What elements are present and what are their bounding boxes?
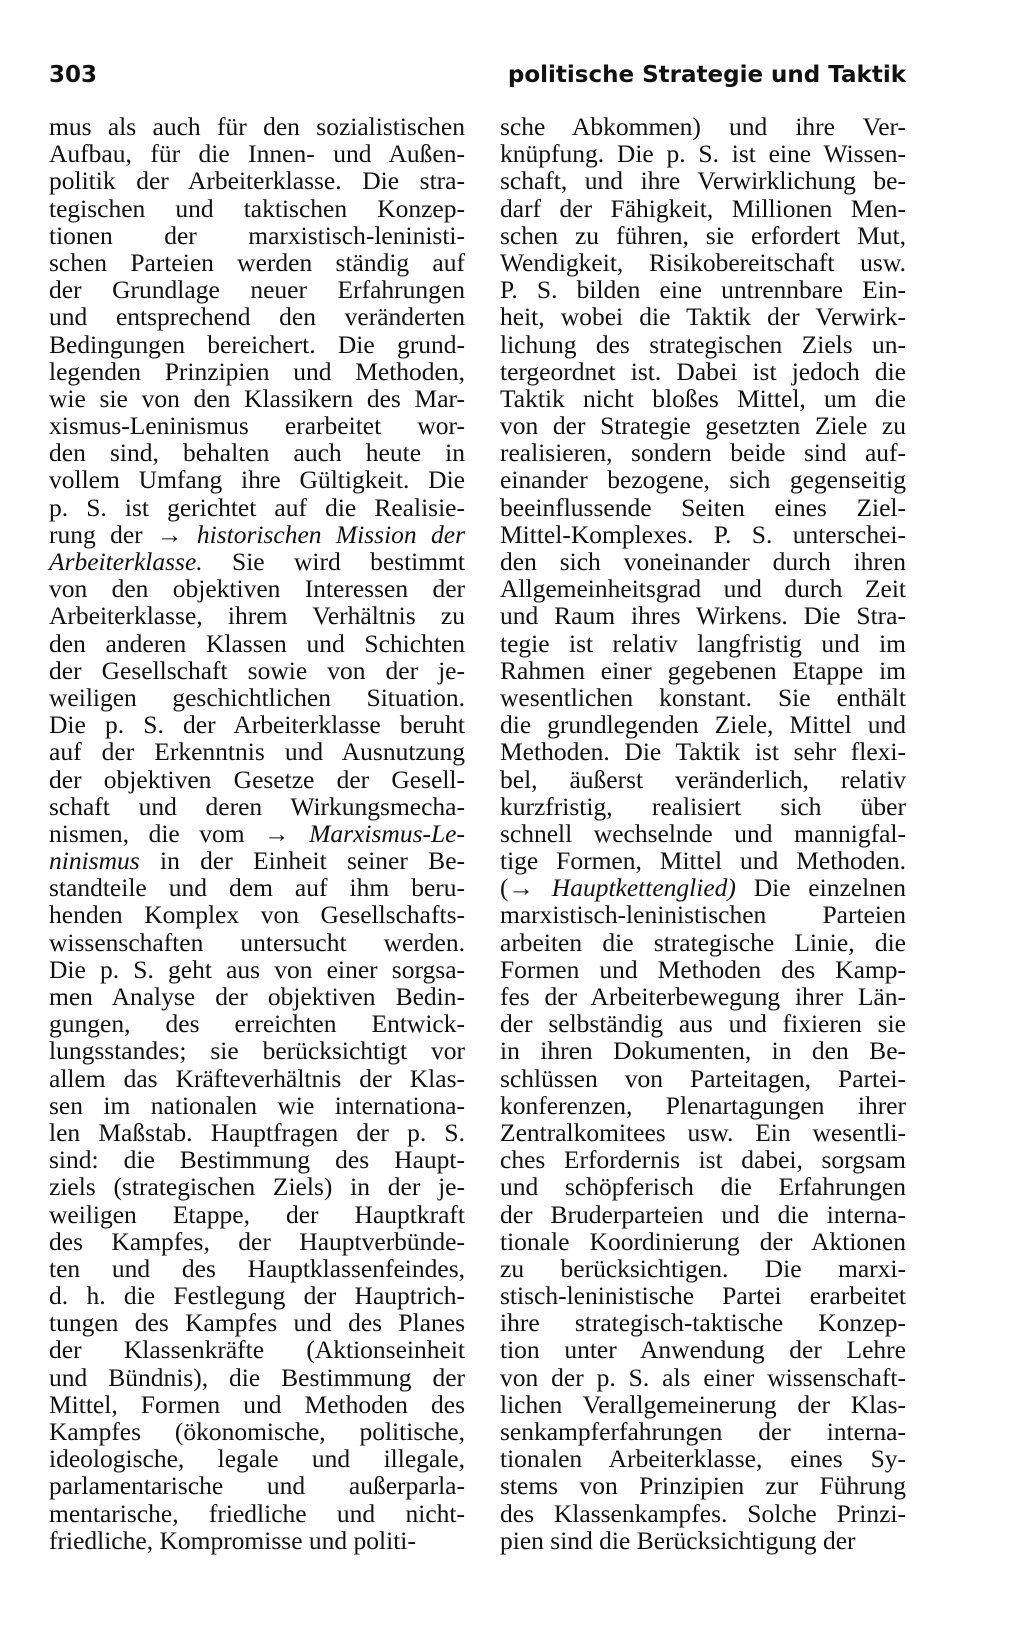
text-line — [49, 466, 465, 493]
text-run: mus als auch für den sozialistischen — [49, 112, 465, 141]
text-run: und Raum ihres Wirkens. Die Stra- — [500, 601, 906, 631]
text-line — [49, 874, 465, 901]
text-line — [500, 1418, 906, 1445]
text-line — [49, 222, 465, 249]
text-line — [49, 711, 465, 738]
text-run: ihre strategisch-taktische Konzep- — [500, 1308, 906, 1338]
text-run: schaft und deren Wirkungsmecha- — [49, 791, 465, 821]
text-line — [49, 901, 465, 928]
text-line — [500, 494, 906, 521]
text-line — [49, 113, 465, 140]
text-run: Die einzelnen — [735, 873, 906, 903]
text-run: (→ — [500, 873, 552, 903]
page-number: 303 — [49, 62, 98, 88]
text-run: den sind, behalten auch heute in — [49, 438, 465, 468]
cross-reference-term: Marxismus-Le- — [309, 818, 465, 848]
text-line — [500, 466, 906, 493]
text-line — [500, 303, 906, 330]
text-run: und entsprechend den veränderten — [49, 302, 465, 332]
text-run: weiligen geschichtlichen Situation. — [49, 682, 465, 712]
text-run: der objektiven Gesetze der Gesell- — [49, 764, 465, 794]
text-run: Mittel-Komplexes. P. S. unterschei- — [500, 519, 906, 549]
text-line — [49, 1445, 465, 1472]
text-run: ideologische, legale und illegale, — [49, 1444, 465, 1474]
text-line — [49, 602, 465, 629]
cross-reference-term: ninismus — [49, 846, 140, 876]
text-line — [49, 1527, 465, 1554]
text-line — [49, 1364, 465, 1391]
running-title: politische Strategie und Taktik — [507, 62, 906, 88]
text-run: ches Erfordernis ist dabei, sorgsam — [500, 1145, 906, 1175]
text-run: realisieren, sondern beide sind auf- — [500, 438, 906, 468]
text-line — [500, 1037, 906, 1064]
text-run: von der p. S. als einer wissenschaft- — [500, 1362, 906, 1392]
text-run: einander bezogene, sich gegenseitig — [500, 465, 906, 495]
text-line — [49, 1119, 465, 1146]
text-run: vollem Umfang ihre Gültigkeit. Die — [49, 465, 465, 495]
text-run: der selbständig aus und fixieren sie — [500, 1009, 906, 1039]
text-line — [49, 983, 465, 1010]
text-run: ten und des Hauptklassenfeindes, — [49, 1253, 465, 1283]
text-run: ziels (strategischen Ziels) in der je- — [49, 1172, 465, 1202]
left-text-column — [49, 113, 465, 1554]
text-run: Sie wird bestimmt — [202, 547, 465, 576]
text-line — [500, 602, 906, 629]
text-line — [500, 874, 906, 901]
text-line — [49, 1037, 465, 1064]
text-line — [500, 1228, 906, 1255]
text-line — [500, 1309, 906, 1336]
text-run: tegie ist relativ langfristig und im — [500, 628, 906, 658]
text-run: und schöpferisch die Erfahrungen — [500, 1172, 906, 1202]
text-line — [49, 793, 465, 820]
cross-reference-term: Arbeiterklasse. — [49, 547, 203, 576]
text-line — [500, 1010, 906, 1037]
text-run: der Klassenkräfte (Aktionseinheit — [49, 1335, 465, 1365]
text-line — [49, 303, 465, 330]
text-run: Bedingungen bereichert. Die grund- — [49, 329, 465, 359]
text-line — [49, 1472, 465, 1499]
text-line — [500, 249, 906, 276]
text-run: den anderen Klassen und Schichten — [49, 628, 465, 658]
text-line — [500, 140, 906, 167]
text-line — [49, 195, 465, 222]
text-line — [500, 1255, 906, 1282]
text-line — [49, 738, 465, 765]
text-run: sen im nationalen wie internationa- — [49, 1090, 465, 1120]
text-line — [49, 385, 465, 412]
text-run: der Gesellschaft sowie von der je- — [49, 655, 465, 685]
text-run: pien sind die Berücksichtigung der — [500, 1525, 856, 1555]
text-line — [500, 956, 906, 983]
text-line — [49, 847, 465, 874]
text-line — [500, 358, 906, 385]
text-run: Arbeiterklasse, ihrem Verhältnis zu — [49, 601, 465, 631]
text-run: tionale Koordinierung der Aktionen — [500, 1226, 906, 1256]
text-run: standteile und dem auf ihm beru- — [49, 873, 465, 903]
text-line — [49, 331, 465, 358]
text-line — [49, 630, 465, 657]
text-run: knüpfung. Die p. S. ist eine Wissen- — [500, 139, 906, 169]
running-head — [49, 62, 906, 92]
text-line — [500, 222, 906, 249]
text-line — [500, 412, 906, 439]
text-line — [49, 276, 465, 303]
text-line — [49, 249, 465, 276]
text-line — [500, 1065, 906, 1092]
text-line — [500, 113, 906, 140]
text-run: der Bruderparteien und die interna- — [500, 1199, 906, 1229]
text-line — [500, 630, 906, 657]
text-line — [500, 793, 906, 820]
text-run: heit, wobei die Taktik der Verwirk- — [500, 302, 906, 332]
text-line — [500, 1173, 906, 1200]
text-line — [49, 1201, 465, 1228]
text-line — [49, 929, 465, 956]
text-line — [500, 1092, 906, 1119]
text-run: sind: die Bestimmung des Haupt- — [49, 1145, 465, 1175]
text-run: Methoden. Die Taktik ist sehr flexi- — [500, 737, 906, 767]
text-line — [500, 1472, 906, 1499]
text-run: Die p. S. der Arbeiterklasse beruht — [49, 710, 465, 740]
text-line — [500, 820, 906, 847]
text-line — [49, 167, 465, 194]
text-run: marxistisch-leninistischen Parteien — [500, 900, 906, 930]
text-run: p. S. ist gerichtet auf die Realisie- — [49, 492, 465, 522]
text-run: tige Formen, Mittel und Methoden. — [500, 846, 906, 876]
text-line — [49, 956, 465, 983]
text-run: schen zu führen, sie erfordert Mut, — [500, 220, 906, 250]
text-line — [500, 167, 906, 194]
text-run: xismus-Leninismus erarbeitet wor- — [49, 411, 465, 441]
text-line — [49, 494, 465, 521]
text-line — [49, 657, 465, 684]
text-run: Kampfes (ökonomische, politische, — [49, 1417, 465, 1446]
text-run: henden Komplex von Gesellschafts- — [49, 900, 465, 930]
text-line — [500, 1391, 906, 1418]
text-line — [49, 766, 465, 793]
text-run: tungen des Kampfes und des Planes — [49, 1308, 465, 1338]
text-line — [49, 1336, 465, 1363]
text-run: Rahmen einer gegebenen Etappe im — [500, 655, 906, 685]
text-line — [500, 711, 906, 738]
text-run: tergeordnet ist. Dabei ist jedoch die — [500, 356, 906, 386]
text-run: len Maßstab. Hauptfragen der p. S. — [49, 1117, 465, 1147]
text-line — [49, 1500, 465, 1527]
text-run: den sich voneinander durch ihren — [500, 547, 906, 576]
text-line — [49, 1282, 465, 1309]
text-run: wie sie von den Klassikern des Mar- — [49, 383, 465, 413]
text-line — [500, 684, 906, 711]
text-run: legenden Prinzipien und Methoden, — [49, 356, 465, 386]
text-run: tegischen und taktischen Konzep- — [49, 193, 465, 223]
text-run: lichung des strategischen Ziels un- — [500, 329, 906, 359]
text-run: der Grundlage neuer Erfahrungen — [49, 275, 465, 305]
text-line — [49, 1092, 465, 1119]
text-run: die grundlegenden Ziele, Mittel und — [500, 710, 906, 740]
text-line — [500, 331, 906, 358]
text-line — [500, 766, 906, 793]
text-run: Aufbau, für die Innen- und Außen- — [49, 139, 465, 169]
right-text-column — [500, 113, 906, 1554]
text-line — [49, 1228, 465, 1255]
text-line — [49, 1173, 465, 1200]
text-run: tionen der marxistisch-leninisti- — [49, 220, 465, 250]
text-run: von der Strategie gesetzten Ziele zu — [500, 411, 906, 441]
text-run: lungsstandes; sie berücksichtigt vor — [49, 1036, 465, 1066]
text-run: auf der Erkenntnis und Ausnutzung — [49, 737, 465, 767]
text-run: beeinflussende Seiten eines Ziel- — [500, 492, 906, 522]
text-line — [500, 1364, 906, 1391]
text-run: Mittel, Formen und Methoden des — [49, 1389, 465, 1419]
text-run: lichen Verallgemeinerung der Klas- — [500, 1389, 906, 1419]
text-line — [500, 847, 906, 874]
text-line — [49, 1309, 465, 1336]
text-line — [500, 548, 906, 575]
text-run: darf der Fähigkeit, Millionen Men- — [500, 193, 906, 223]
text-line — [500, 1527, 906, 1554]
text-line — [49, 358, 465, 385]
text-line — [500, 657, 906, 684]
text-line — [500, 1445, 906, 1472]
text-line — [49, 1065, 465, 1092]
text-line — [49, 1255, 465, 1282]
text-run: Allgemeinheitsgrad und durch Zeit — [500, 574, 906, 604]
text-line — [500, 1146, 906, 1173]
text-line — [500, 439, 906, 466]
text-line — [49, 439, 465, 466]
text-run: Die p. S. geht aus von einer sorgsa- — [49, 954, 465, 984]
text-run: wesentlichen konstant. Sie enthält — [500, 682, 906, 712]
text-line — [500, 521, 906, 548]
text-run: d. h. die Festlegung der Hauptrich- — [49, 1281, 465, 1311]
text-line — [49, 684, 465, 711]
text-line — [500, 195, 906, 222]
text-run: in der Einheit seiner Be- — [139, 846, 465, 876]
text-line — [500, 1282, 906, 1309]
text-run: und Bündnis), die Bestimmung der — [49, 1362, 465, 1392]
text-run: von den objektiven Interessen der — [49, 574, 465, 604]
text-run: schlüssen von Parteitagen, Partei- — [500, 1063, 906, 1093]
text-run: wissenschaften untersucht werden. — [49, 927, 465, 957]
text-run: weiligen Etappe, der Hauptkraft — [49, 1199, 465, 1229]
text-run: senkampferfahrungen der interna- — [500, 1417, 906, 1446]
text-line — [49, 1146, 465, 1173]
text-line — [500, 738, 906, 765]
text-line — [500, 276, 906, 303]
text-line — [500, 901, 906, 928]
text-run: schen Parteien werden ständig auf — [49, 247, 465, 277]
text-line — [500, 929, 906, 956]
text-run: politik der Arbeiterklasse. Die stra- — [49, 166, 465, 196]
text-run: stems von Prinzipien zur Führung — [500, 1471, 906, 1501]
text-run: in ihren Dokumenten, in den Be- — [500, 1036, 906, 1066]
text-line — [500, 1201, 906, 1228]
cross-reference-term: historischen Mission der — [196, 519, 465, 549]
text-run: tion unter Anwendung der Lehre — [500, 1335, 906, 1365]
text-run: parlamentarische und außerparla- — [49, 1471, 465, 1501]
text-line — [500, 575, 906, 602]
text-line — [500, 1119, 906, 1146]
text-line — [500, 385, 906, 412]
text-line — [49, 548, 465, 575]
text-run: schaft, und ihre Verwirklichung be- — [500, 166, 906, 196]
text-run: Taktik nicht bloßes Mittel, um die — [500, 383, 906, 413]
text-run: fes der Arbeiterbewegung ihrer Län- — [500, 982, 906, 1011]
text-run: des Klassenkampfes. Solche Prinzi- — [500, 1498, 906, 1528]
text-run: nismen, die vom → — [49, 818, 310, 848]
text-run: Wendigkeit, Risikobereitschaft usw. — [500, 247, 906, 277]
text-run: stisch-leninistische Partei erarbeitet — [500, 1281, 906, 1311]
text-line — [49, 1391, 465, 1418]
text-run: Formen und Methoden des Kamp- — [500, 954, 906, 984]
text-run: konferenzen, Plenartagungen ihrer — [500, 1090, 906, 1120]
text-run: zu berücksichtigen. Die marxi- — [500, 1253, 906, 1283]
text-run: Zentralkomitees usw. Ein wesentli- — [500, 1117, 906, 1147]
text-run: tionalen Arbeiterklasse, eines Sy- — [500, 1444, 906, 1474]
text-run: kurzfristig, realisiert sich über — [500, 791, 906, 821]
text-run: sche Abkommen) und ihre Ver- — [500, 112, 906, 141]
text-run: friedliche, Kompromisse und politi- — [49, 1525, 416, 1555]
text-line — [49, 575, 465, 602]
cross-reference-term: Hauptkettenglied) — [551, 873, 736, 903]
text-line — [49, 1010, 465, 1037]
text-line — [500, 983, 906, 1010]
text-run: men Analyse der objektiven Bedin- — [49, 982, 465, 1011]
text-line — [500, 1336, 906, 1363]
text-run: schnell wechselnde und mannigfal- — [500, 818, 906, 848]
text-run: mentarische, friedliche und nicht- — [49, 1498, 465, 1528]
text-run: arbeiten die strategische Linie, die — [500, 927, 906, 957]
text-line — [49, 1418, 465, 1445]
text-line — [49, 820, 465, 847]
text-run: des Kampfes, der Hauptverbünde- — [49, 1226, 465, 1256]
text-line — [49, 140, 465, 167]
text-run: gungen, des erreichten Entwick- — [49, 1009, 465, 1039]
text-line — [49, 412, 465, 439]
text-run: allem das Kräfteverhältnis der Klas- — [49, 1063, 465, 1093]
text-run: P. S. bilden eine untrennbare Ein- — [500, 275, 906, 305]
text-line — [49, 521, 465, 548]
text-run: rung der → — [49, 519, 197, 549]
text-run: bel, äußerst veränderlich, relativ — [500, 764, 906, 794]
text-line — [500, 1500, 906, 1527]
